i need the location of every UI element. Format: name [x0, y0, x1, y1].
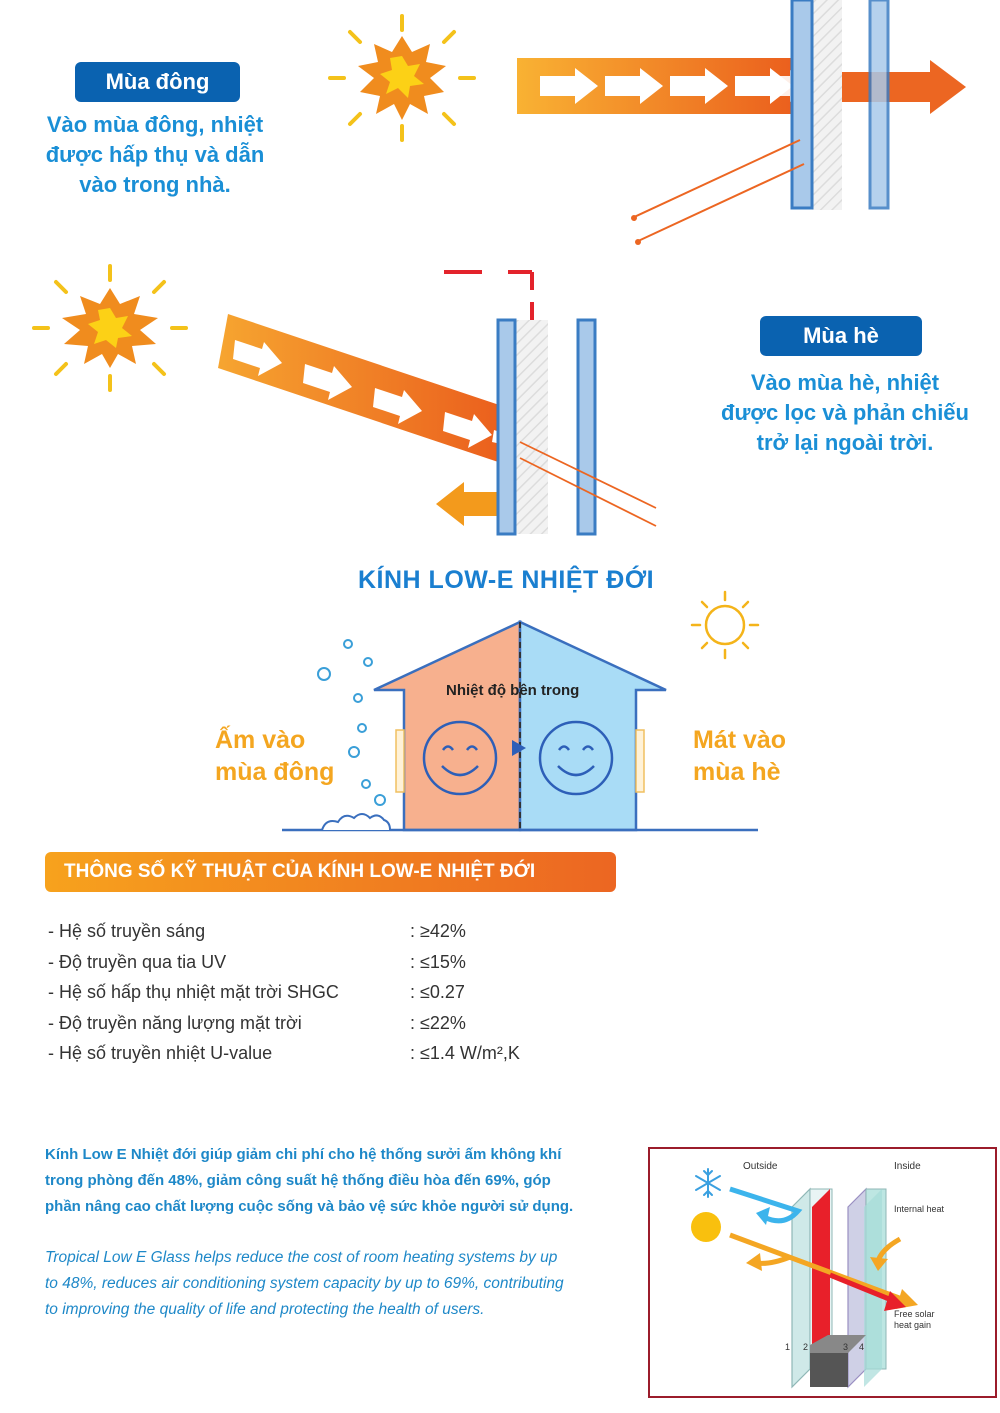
glass-diagram-frame: [648, 1147, 997, 1398]
spec-row: [0, 1038, 700, 1069]
para-vi-line: trong phòng đến 48%, giảm công suất hệ thống điều hòa đến 69%, góp: [45, 1172, 551, 1189]
pane-number: 4: [859, 1342, 865, 1352]
benefit-paragraph-en: [45, 1245, 635, 1323]
para-en-line: Tropical Low E Glass helps reduce the cost of room heating systems by up: [45, 1249, 558, 1266]
para-vi-line: Kính Low E Nhiệt đới giúp giảm chi phí cho hệ thống sưởi ấm không khí: [45, 1146, 562, 1163]
winter-line: Vào mùa đông, nhiệt: [46, 112, 264, 137]
para-en-line: to 48%, reduces air conditioning system capacity by up to 69%, contributing: [45, 1275, 564, 1292]
summer-line: trở lại ngoài trời.: [756, 430, 934, 455]
spec-name: - Hệ số hấp thụ nhiệt mặt trời SHGC: [48, 982, 339, 1002]
arrow-left-icon: [436, 482, 498, 526]
summer-line: Vào mùa hè, nhiệt: [750, 370, 940, 395]
cool-line: mùa hè: [693, 758, 781, 786]
pane-number: 3: [843, 1342, 849, 1352]
spec-value: : ≤22%: [410, 1012, 466, 1033]
pane-number: 1: [785, 1342, 791, 1352]
spec-row: [0, 1008, 700, 1039]
warm-line: mùa đông: [215, 758, 335, 786]
sun-burst-icon: [34, 266, 186, 390]
spec-value: : ≤1.4 W/m²,K: [410, 1043, 520, 1063]
spec-value: : ≤15%: [410, 951, 466, 972]
spec-name: - Độ truyền năng lượng mặt trời: [48, 1012, 302, 1033]
winter-line: vào trong nhà.: [79, 172, 231, 197]
spec-row: [0, 947, 700, 978]
free-solar-line: Free solar: [894, 1309, 935, 1319]
house-title: KÍNH LOW-E NHIỆT ĐỚI: [358, 566, 655, 594]
cool-line: Mát vào: [693, 726, 787, 754]
warm-winter-label: [215, 724, 334, 788]
summer-line: được lọc và phản chiếu: [721, 400, 969, 425]
summer-description: [690, 368, 1000, 458]
spec-value: : ≤0.27: [410, 982, 465, 1002]
warm-line: Ấm vào: [215, 726, 306, 754]
specs-heading: THÔNG SỐ KỸ THUẬT CỦA KÍNH LOW-E NHIỆT ĐỚI: [45, 852, 616, 892]
specs-table: [0, 916, 700, 1076]
spec-name: - Hệ số truyền sáng: [48, 921, 206, 941]
spec-row: [0, 977, 700, 1008]
pane-number: 2: [803, 1342, 809, 1352]
summer-illustration: [0, 260, 700, 550]
glass-diagram: [650, 1149, 995, 1396]
inside-temp-label: Nhiệt độ bên trong: [446, 682, 580, 699]
para-en-line: to improving the quality of life and protecting the health of users.: [45, 1301, 485, 1318]
summer-badge: Mùa hè: [760, 316, 922, 356]
para-vi-line: phần nâng cao chất lượng cuộc sống và bảo vệ sức khỏe người sử dụng.: [45, 1198, 574, 1215]
winter-badge: Mùa đông: [75, 62, 240, 102]
winter-description: [15, 110, 295, 200]
free-solar-label: [894, 1309, 935, 1331]
spec-name: - Độ truyền qua tia UV: [48, 951, 227, 972]
inside-label: Inside: [894, 1161, 921, 1172]
outside-label: Outside: [743, 1161, 778, 1172]
free-solar-line: heat gain: [894, 1320, 932, 1330]
sun-outline-icon: [688, 588, 762, 662]
spec-name: - Hệ số truyền nhiệt U-value: [48, 1043, 273, 1063]
spec-value: : ≥42%: [410, 921, 466, 941]
sun-icon: [691, 1212, 721, 1242]
cool-summer-label: [693, 724, 786, 788]
winter-line: được hấp thụ và dẫn: [45, 142, 265, 167]
benefit-paragraph-vi: [45, 1142, 625, 1220]
snowflake-icon: [696, 1169, 720, 1197]
sun-burst-icon: [330, 16, 474, 140]
internal-heat-label: Internal heat: [894, 1204, 945, 1214]
spec-row: [0, 916, 700, 947]
